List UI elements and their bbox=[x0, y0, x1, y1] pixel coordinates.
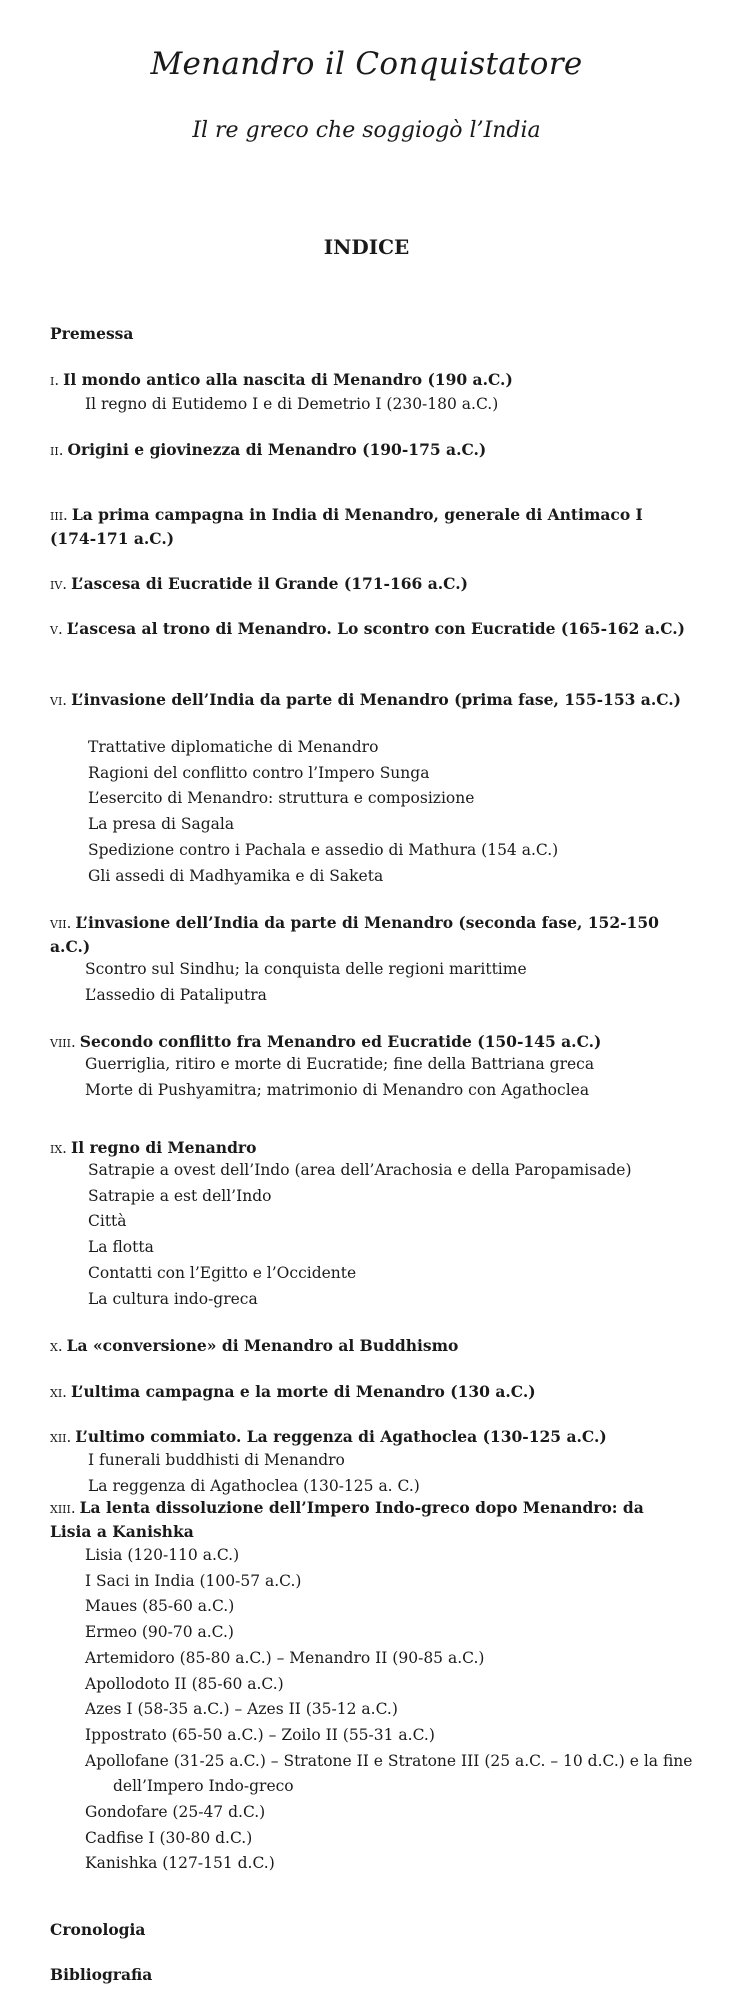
toc-subentry[interactable]: Kanishka (127-151 d.C.) bbox=[85, 1854, 275, 1873]
toc-subentry[interactable]: Cadfise I (30-80 d.C.) bbox=[85, 1828, 253, 1847]
toc-subentry[interactable]: Maues (85-60 a.C.) bbox=[85, 1597, 235, 1616]
chapter-subsections bbox=[88, 1158, 632, 1312]
toc-subentry[interactable]: Contatti con l’Egitto e l’Occidente bbox=[88, 1263, 357, 1282]
toc-subentry[interactable]: Ippostrato (65-50 a.C.) – Zoilo II (55-31 a.C.) bbox=[85, 1725, 435, 1744]
toc-subentry[interactable]: Apollodoto II (85-60 a.C.) bbox=[85, 1674, 284, 1693]
chapter-numeral: xi. bbox=[50, 1383, 67, 1401]
toc-entry-bibliografia[interactable]: Bibliografia bbox=[50, 1965, 153, 1984]
chapter-title: L’invasione dell’India da parte di Menandro (prima fase, 155-153 a.C.) bbox=[71, 690, 682, 709]
toc-subentry[interactable]: Azes I (58-35 a.C.) – Azes II (35-12 a.C.) bbox=[85, 1700, 398, 1719]
toc-subentry[interactable]: Satrapie a est dell’Indo bbox=[88, 1186, 272, 1205]
toc-chapter-3[interactable] bbox=[50, 503, 690, 550]
chapter-subsections bbox=[85, 392, 498, 418]
chapter-numeral: vii. bbox=[50, 914, 72, 932]
chapter-subsections bbox=[85, 1052, 594, 1103]
toc-chapter-1[interactable] bbox=[50, 368, 690, 392]
chapter-title: Il regno di Menandro bbox=[70, 1138, 257, 1157]
chapter-title: La «conversione» di Menandro al Buddhismo bbox=[66, 1336, 459, 1355]
chapter-title: Origini e giovinezza di Menandro (190-175 a.C.) bbox=[67, 440, 487, 459]
chapter-numeral: viii. bbox=[50, 1033, 76, 1051]
book-title: Menandro il Conquistatore bbox=[150, 46, 583, 82]
toc-subentry[interactable]: L’esercito di Menandro: struttura e composizione bbox=[88, 789, 475, 808]
toc-subentry[interactable]: Trattative diplomatiche di Menandro bbox=[88, 738, 379, 756]
chapter-subsections bbox=[85, 957, 527, 1008]
toc-chapter-11[interactable] bbox=[50, 1380, 690, 1404]
toc-subentry[interactable]: Scontro sul Sindhu; la conquista delle regioni marittime bbox=[85, 960, 527, 978]
chapter-numeral: xiii. bbox=[50, 1499, 76, 1517]
toc-subentry[interactable]: Il regno di Eutidemo I e di Demetrio I (230-180 a.C.) bbox=[85, 395, 499, 413]
book-subtitle: Il re greco che soggiogò l’India bbox=[192, 118, 541, 143]
toc-subentry[interactable]: Guerriglia, ritiro e morte di Eucratide; fine della Battriana greca bbox=[85, 1055, 595, 1073]
chapter-title: La prima campagna in India di Menandro, generale di Antimaco I (174-171 a.C.) bbox=[50, 505, 643, 548]
toc-subentry[interactable]: Gli assedi di Madhyamika e di Saketa bbox=[88, 866, 384, 885]
toc-chapter-13[interactable] bbox=[50, 1496, 690, 1543]
chapter-subsections bbox=[88, 735, 558, 889]
chapter-title: La lenta dissoluzione dell’Impero Indo-greco dopo Menandro: da Lisia a Kanishka bbox=[50, 1498, 644, 1541]
toc-subentry[interactable]: Artemidoro (85-80 a.C.) – Menandro II (90-85 a.C.) bbox=[85, 1648, 485, 1667]
toc-subentry[interactable]: Lisia (120-110 a.C.) bbox=[85, 1546, 240, 1564]
toc-chapter-4[interactable] bbox=[50, 572, 690, 596]
chapter-numeral: iii. bbox=[50, 506, 68, 524]
toc-chapter-9[interactable] bbox=[50, 1136, 690, 1160]
toc-chapter-8[interactable] bbox=[50, 1030, 690, 1054]
toc-entry-premessa[interactable]: Premessa bbox=[50, 324, 134, 343]
chapter-numeral: i. bbox=[50, 371, 60, 389]
chapter-title: L’ultima campagna e la morte di Menandro (130 a.C.) bbox=[70, 1382, 536, 1401]
toc-chapter-7[interactable] bbox=[50, 911, 690, 958]
toc-subentry[interactable]: Città bbox=[88, 1212, 127, 1231]
toc-subentry[interactable]: La presa di Sagala bbox=[88, 815, 235, 834]
toc-subentry[interactable]: Apollofane (31-25 a.C.) – Stratone II e Stratone III (25 a.C. – 10 d.C.) e la fine dell’Impero Indo-greco bbox=[85, 1751, 693, 1796]
chapter-numeral: v. bbox=[50, 620, 63, 638]
chapter-numeral: x. bbox=[50, 1337, 63, 1355]
chapter-title: Il mondo antico alla nascita di Menandro (190 a.C.) bbox=[63, 370, 513, 389]
toc-chapter-5[interactable] bbox=[50, 617, 690, 641]
toc-subentry[interactable]: Ermeo (90-70 a.C.) bbox=[85, 1623, 234, 1642]
toc-subentry[interactable]: Ragioni del conflitto contro l’Impero Sunga bbox=[88, 763, 430, 782]
chapter-numeral: ii. bbox=[50, 441, 64, 459]
chapter-subsections bbox=[85, 1543, 708, 1877]
toc-subentry[interactable]: Spedizione contro i Pachala e assedio di Mathura (154 a.C.) bbox=[88, 840, 559, 859]
chapter-numeral: xii. bbox=[50, 1428, 72, 1446]
toc-subentry[interactable]: Morte di Pushyamitra; matrimonio di Menandro con Agathoclea bbox=[85, 1080, 590, 1099]
toc-chapter-2[interactable] bbox=[50, 438, 690, 462]
toc-subentry[interactable]: La reggenza di Agathoclea (130-125 a. C.) bbox=[88, 1476, 420, 1495]
toc-subentry[interactable]: Satrapie a ovest dell’Indo (area dell’Arachosia e della Paropamisade) bbox=[88, 1161, 632, 1179]
chapter-subsections bbox=[88, 1448, 420, 1499]
toc-subentry[interactable]: La flotta bbox=[88, 1238, 154, 1257]
chapter-title: L’ascesa di Eucratide il Grande (171-166 a.C.) bbox=[71, 574, 468, 593]
toc-chapter-12[interactable] bbox=[50, 1425, 690, 1449]
toc-subentry[interactable]: La cultura indo-greca bbox=[88, 1289, 258, 1308]
index-heading: INDICE bbox=[323, 235, 410, 259]
chapter-numeral: vi. bbox=[50, 691, 68, 709]
toc-subentry[interactable]: Gondofare (25-47 d.C.) bbox=[85, 1803, 266, 1822]
toc-chapter-10[interactable] bbox=[50, 1334, 690, 1358]
toc-subentry[interactable]: I funerali buddhisti di Menandro bbox=[88, 1451, 345, 1469]
chapter-title: L’ascesa al trono di Menandro. Lo scontro con Eucratide (165-162 a.C.) bbox=[66, 619, 686, 638]
chapter-title: Secondo conflitto fra Menandro ed Eucratide (150-145 a.C.) bbox=[79, 1032, 602, 1051]
toc-entry-cronologia[interactable]: Cronologia bbox=[50, 1920, 146, 1939]
chapter-numeral: iv. bbox=[50, 575, 68, 593]
toc-chapter-6[interactable] bbox=[50, 688, 690, 712]
chapter-numeral: ix. bbox=[50, 1139, 67, 1157]
chapter-title: L’invasione dell’India da parte di Menandro (seconda fase, 152-150 a.C.) bbox=[50, 913, 659, 956]
toc-subentry[interactable]: L’assedio di Pataliputra bbox=[85, 985, 267, 1004]
toc-subentry[interactable]: I Saci in India (100-57 a.C.) bbox=[85, 1571, 302, 1590]
chapter-title: L’ultimo commiato. La reggenza di Agathoclea (130-125 a.C.) bbox=[75, 1427, 607, 1446]
